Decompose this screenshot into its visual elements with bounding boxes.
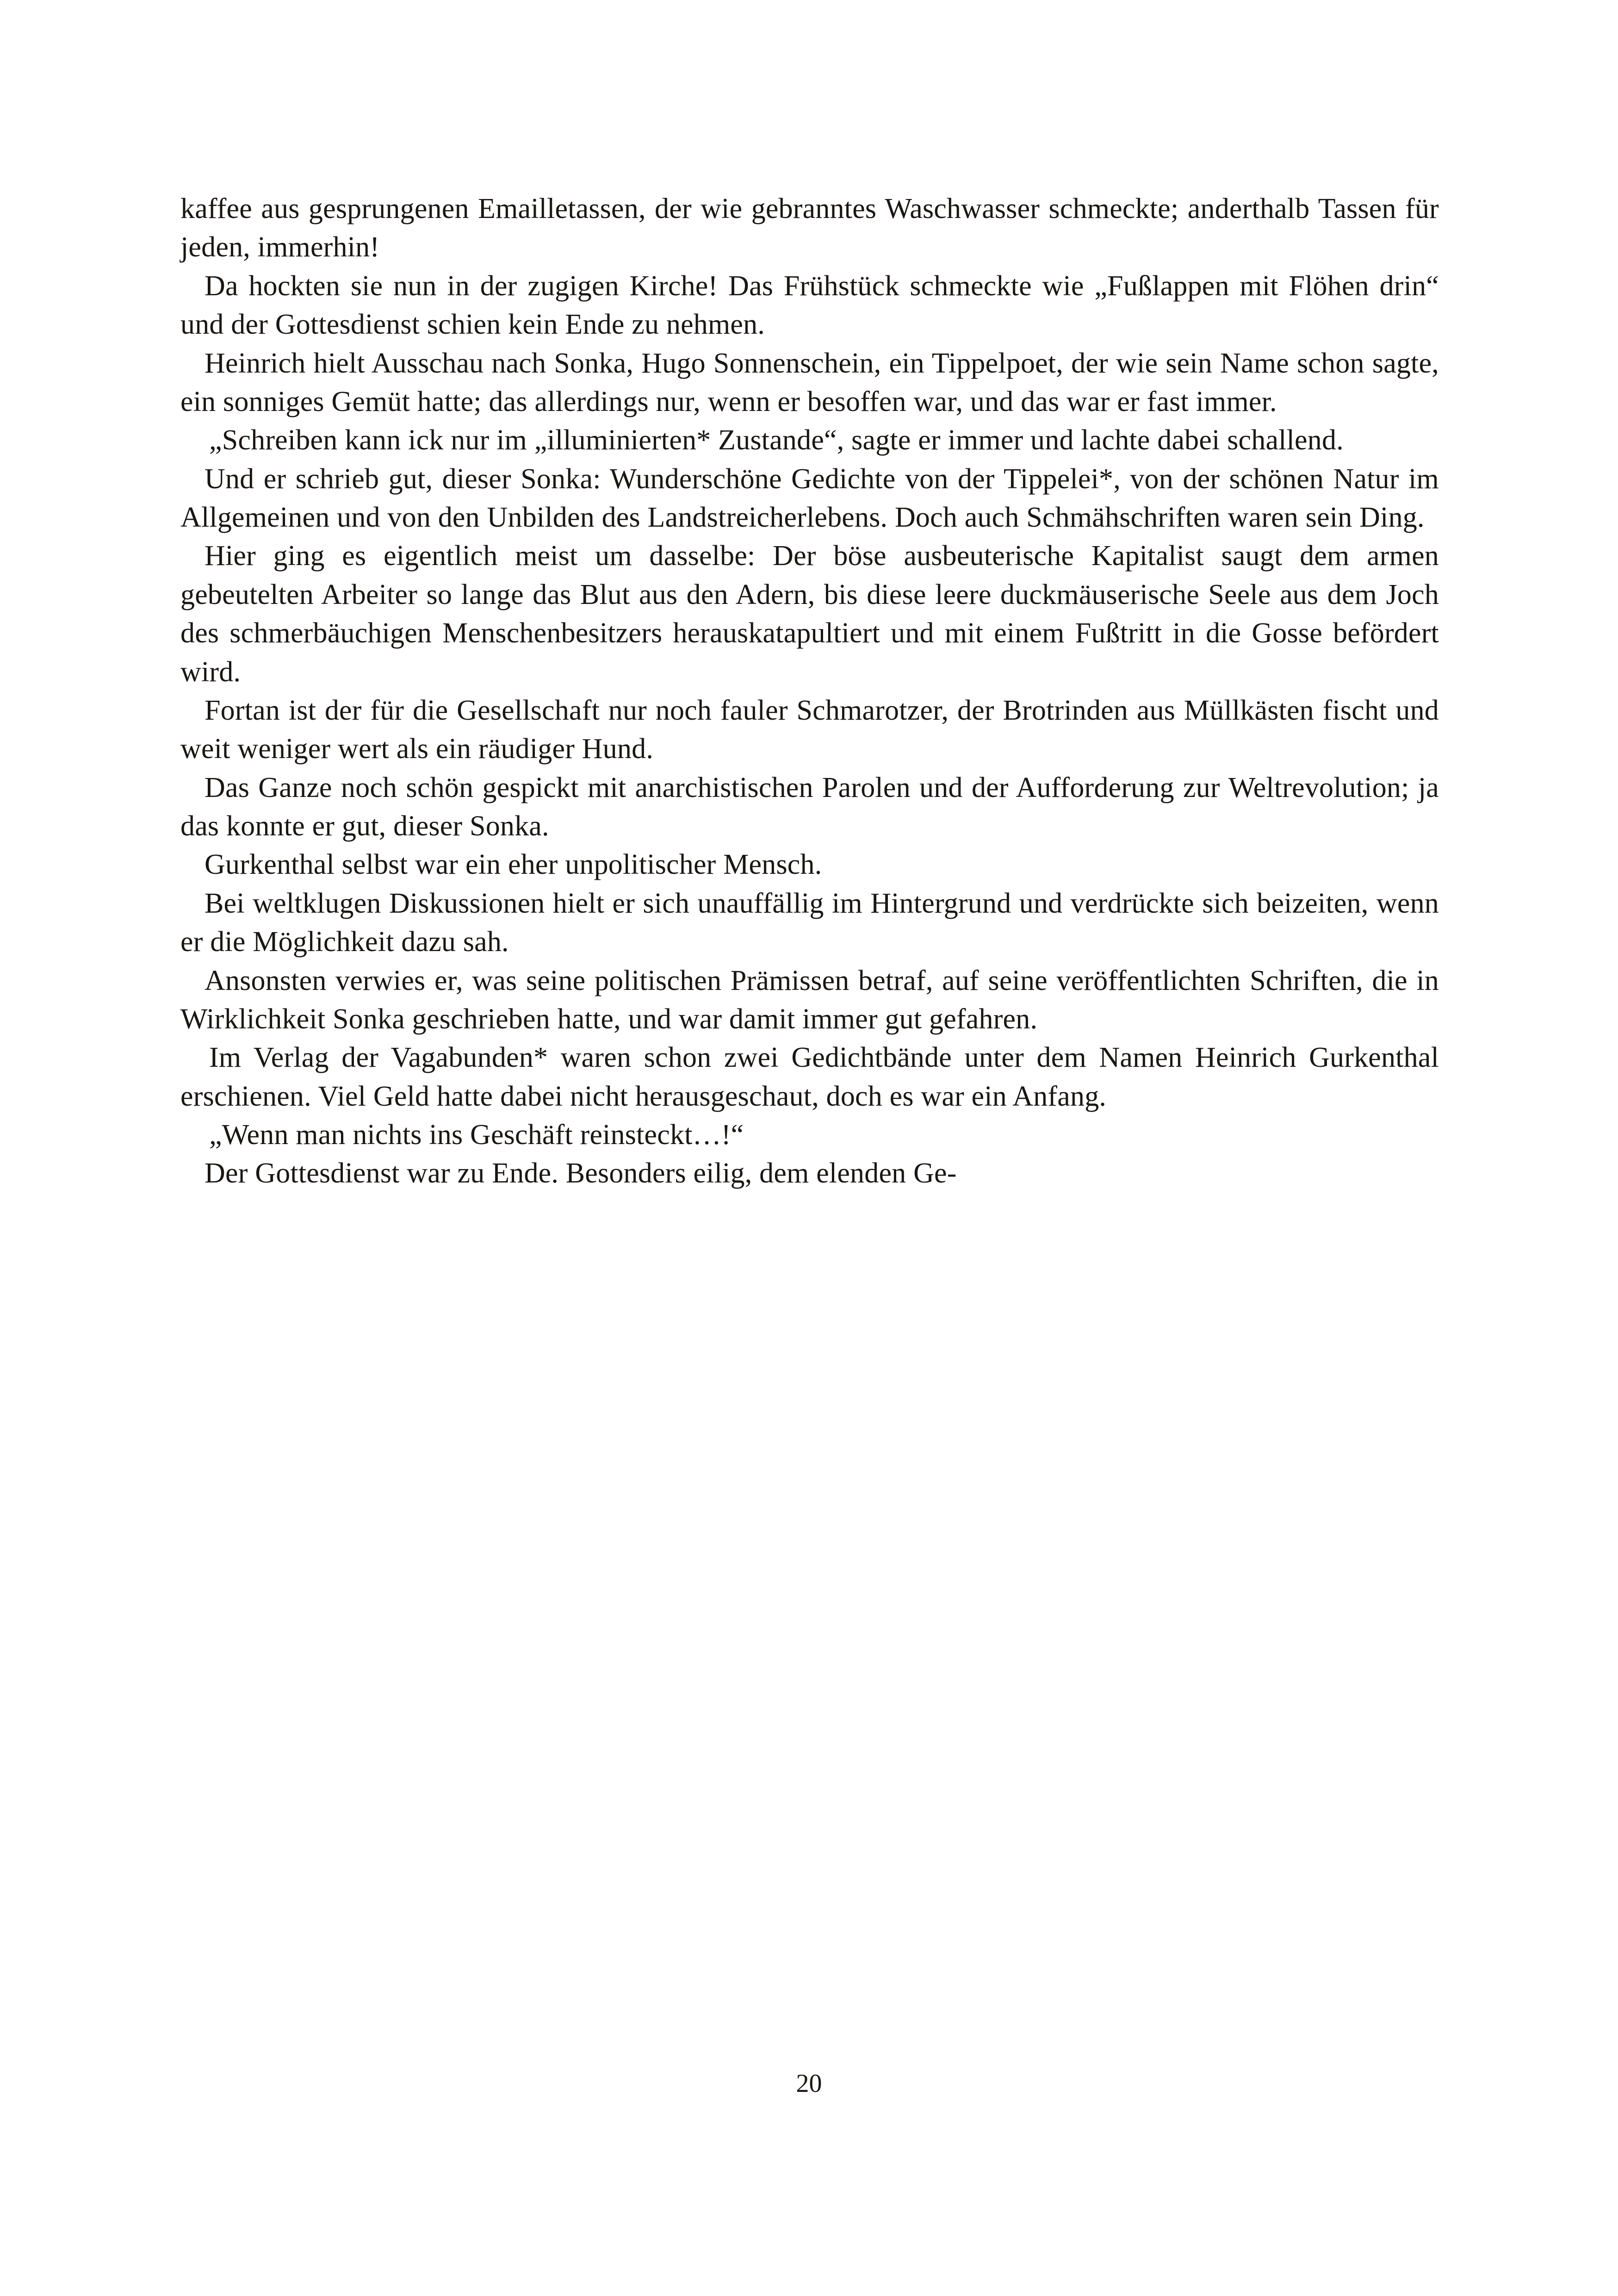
page-number: 20 bbox=[796, 2069, 822, 2098]
paragraph: Der Gottesdienst war zu Ende. Besonders eilig, dem elenden Ge- bbox=[205, 1157, 957, 1189]
paragraph: Fortan ist der für die Gesellschaft nur noch fauler Schmarotzer, der Brotrinden aus Müllkästen fischt und weit weniger wert als ein räudiger Hund. bbox=[180, 694, 1439, 765]
paragraph: kaffee aus gesprungenen Emailletassen, der wie gebranntes Waschwasser schmeckte; anderthalb Tassen für jeden, immerhin! bbox=[180, 193, 1439, 263]
paragraph: Gurkenthal selbst war ein eher unpolitischer Mensch. bbox=[205, 849, 822, 881]
paragraph: Da hockten sie nun in der zugigen Kirche! Das Frühstück schmeckte wie „Fußlappen mit Flöhen drin“ und der Gottesdienst schien kein Ende zu nehmen. bbox=[180, 270, 1439, 341]
paragraph: Das Ganze noch schön gespickt mit anarchistischen Parolen und der Aufforderung zur Weltrevolution; ja das konnte er gut, dieser Sonka. bbox=[180, 772, 1439, 842]
paragraph: Im Verlag der Vagabunden* waren schon zwei Gedichtbände unter dem Namen Heinrich Gurkenthal erschienen. Viel Geld hatte dabei nicht herausgeschaut, doch es war ein Anfang. bbox=[180, 1042, 1439, 1112]
paragraph: Bei weltklugen Diskussionen hielt er sich unauffällig im Hintergrund und verdrückte sich beizeiten, wenn er die Möglichkeit dazu sah. bbox=[180, 887, 1439, 958]
paragraph: Hier ging es eigentlich meist um dasselbe: Der böse ausbeuterische Kapitalist saugt dem armen gebeutelten Arbeiter so lange das Blut aus den Adern, bis diese leere duckmäuserische Seele aus dem Joch des schmerbäuchigen Menschenbesitzers herauskatapultiert und mit einem Fußtritt in die Gosse befördert wird. bbox=[180, 540, 1439, 688]
paragraph: „Wenn man nichts ins Geschäft reinsteckt…!“ bbox=[209, 1119, 744, 1151]
paragraph: Und er schrieb gut, dieser Sonka: Wunderschöne Gedichte von der Tippelei*, von der schönen Natur im Allgemeinen und von den Unbilden des Landstreicherlebens. Doch auch Schmähschriften waren sein Ding. bbox=[180, 463, 1439, 533]
body-text-column bbox=[180, 190, 1439, 1193]
paragraph: „Schreiben kann ick nur im „illuminierten* Zustande“, sagte er immer und lachte dabei schallend. bbox=[209, 424, 1344, 456]
paragraph: Ansonsten verwies er, was seine politischen Prämissen betraf, auf seine veröffentlichten Schriften, die in Wirklichkeit Sonka geschrieben hatte, und war damit immer gut gefahren. bbox=[180, 964, 1439, 1035]
paragraph: Heinrich hielt Ausschau nach Sonka, Hugo Sonnenschein, ein Tippelpoet, der wie sein Name schon sagte, ein sonniges Gemüt hatte; das allerdings nur, wenn er besoffen war, und das war er fast immer. bbox=[180, 347, 1439, 417]
